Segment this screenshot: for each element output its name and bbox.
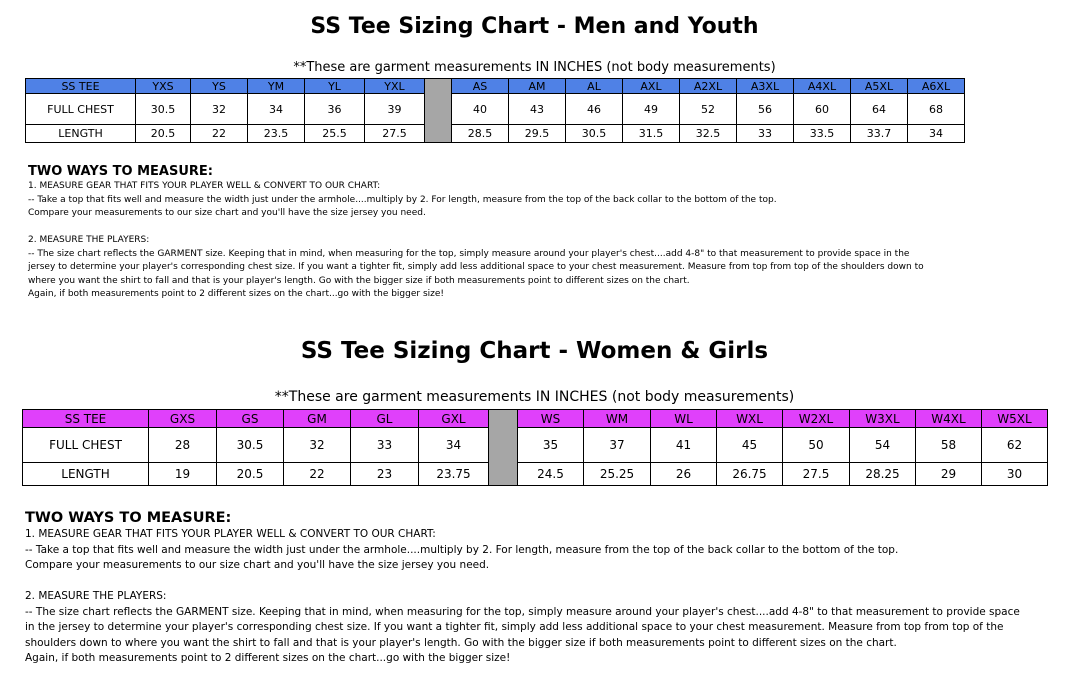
- men-chart-title: SS Tee Sizing Chart - Men and Youth: [310, 14, 759, 39]
- measurement-cell: 41: [651, 428, 717, 463]
- measurement-cell: 68: [908, 94, 965, 125]
- instruction-line: 1. MEASURE GEAR THAT FITS YOUR PLAYER WELL & CONVERT TO OUR CHART:: [28, 181, 381, 191]
- measurement-cell: 20.5: [136, 125, 191, 143]
- measurement-cell: 49: [623, 94, 680, 125]
- measurement-cell: 23.75: [419, 463, 489, 486]
- size-header-cell: GL: [351, 410, 419, 428]
- size-gap-cell: [425, 79, 452, 143]
- measurement-cell: 23: [351, 463, 419, 486]
- women-chart-title: SS Tee Sizing Chart - Women & Girls: [300, 338, 769, 364]
- size-header-cell: YM: [248, 79, 305, 94]
- women-measure-instructions: [25, 509, 1020, 667]
- measurement-cell: 33.7: [851, 125, 908, 143]
- row-label-cell: FULL CHEST: [26, 94, 136, 125]
- measurement-cell: 39: [365, 94, 425, 125]
- men-measure-instructions: [28, 164, 924, 302]
- row-label-cell: LENGTH: [26, 125, 136, 143]
- measurement-cell: 60: [794, 94, 851, 125]
- size-header-cell: YXS: [136, 79, 191, 94]
- size-header-cell: WM: [584, 410, 651, 428]
- size-gap-cell: [489, 410, 518, 486]
- size-header-cell: A3XL: [737, 79, 794, 94]
- measurement-cell: 35: [518, 428, 584, 463]
- size-header-cell: YS: [191, 79, 248, 94]
- instruction-line: 2. MEASURE THE PLAYERS:: [25, 590, 167, 602]
- size-header-cell: GXS: [149, 410, 217, 428]
- instruction-line: jersey to determine your player's corresponding chest size. If you want a tighter fit, simply add less additional space to your chest measurement. Measure from top from top of the shoulders down to: [28, 262, 924, 272]
- instruction-line: 1. MEASURE GEAR THAT FITS YOUR PLAYER WELL & CONVERT TO OUR CHART:: [25, 528, 436, 540]
- instruction-line: [28, 221, 924, 235]
- size-header-cell: GXL: [419, 410, 489, 428]
- measurement-cell: 28: [149, 428, 217, 463]
- measurement-cell: 34: [248, 94, 305, 125]
- size-header-cell: W3XL: [850, 410, 916, 428]
- measurement-cell: 45: [717, 428, 783, 463]
- size-header-cell: AL: [566, 79, 623, 94]
- measurement-cell: 40: [452, 94, 509, 125]
- measurement-cell: 27.5: [783, 463, 850, 486]
- measurement-cell: 30.5: [217, 428, 284, 463]
- size-header-cell: AM: [509, 79, 566, 94]
- measurement-cell: 25.25: [584, 463, 651, 486]
- instruction-line: in the jersey to determine your player's corresponding chest size. If you want a tighter fit, simply add less additional space to your chest measurement. Measure from top from top of the: [25, 621, 1004, 633]
- size-header-cell: YXL: [365, 79, 425, 94]
- size-header-cell: WXL: [717, 410, 783, 428]
- size-header-cell: W5XL: [982, 410, 1048, 428]
- measurement-cell: 43: [509, 94, 566, 125]
- measurement-cell: 26: [651, 463, 717, 486]
- women-chart-subtitle: **These are garment measurements IN INCHES (not body measurements): [274, 389, 795, 405]
- table-row: [23, 463, 1048, 486]
- measurement-cell: 22: [191, 125, 248, 143]
- measurement-cell: 36: [305, 94, 365, 125]
- row-label-cell: FULL CHEST: [23, 428, 149, 463]
- size-header-cell: AXL: [623, 79, 680, 94]
- women-measure-heading: TWO WAYS TO MEASURE:: [25, 510, 232, 526]
- size-header-cell: W2XL: [783, 410, 850, 428]
- size-header-cell: A2XL: [680, 79, 737, 94]
- measurement-cell: 20.5: [217, 463, 284, 486]
- men-size-table: [25, 78, 965, 143]
- size-header-cell: A5XL: [851, 79, 908, 94]
- measurement-cell: 29.5: [509, 125, 566, 143]
- measurement-cell: 52: [680, 94, 737, 125]
- measurement-cell: 33.5: [794, 125, 851, 143]
- measurement-cell: 23.5: [248, 125, 305, 143]
- size-header-cell: GS: [217, 410, 284, 428]
- men-header-row: [26, 79, 965, 94]
- measurement-cell: 19: [149, 463, 217, 486]
- measurement-cell: 64: [851, 94, 908, 125]
- measurement-cell: 62: [982, 428, 1048, 463]
- instruction-line: -- Take a top that fits well and measure the width just under the armhole....multiply by 2. For length, measure from the top of the back collar to the bottom of the top.: [25, 543, 899, 556]
- measurement-cell: 26.75: [717, 463, 783, 486]
- measurement-cell: 30.5: [136, 94, 191, 125]
- measurement-cell: 58: [916, 428, 982, 463]
- size-header-cell: YL: [305, 79, 365, 94]
- measurement-cell: 31.5: [623, 125, 680, 143]
- measurement-cell: 28.25: [850, 463, 916, 486]
- instruction-line: 2. MEASURE THE PLAYERS:: [28, 235, 150, 245]
- measurement-cell: 32: [191, 94, 248, 125]
- size-header-cell: WL: [651, 410, 717, 428]
- measurement-cell: 54: [850, 428, 916, 463]
- table-row: [26, 125, 965, 143]
- size-header-cell: A6XL: [908, 79, 965, 94]
- measurement-cell: 29: [916, 463, 982, 486]
- size-header-cell: AS: [452, 79, 509, 94]
- instruction-line: Again, if both measurements point to 2 different sizes on the chart...go with the bigger size!: [28, 289, 445, 299]
- measurement-cell: 37: [584, 428, 651, 463]
- row-label-cell: LENGTH: [23, 463, 149, 486]
- measurement-cell: 22: [284, 463, 351, 486]
- instruction-line: where you want the shirt to fall and that is your player's length. Go with the bigger size if both measurements point to different sizes on the chart.: [28, 275, 690, 286]
- measurement-cell: 34: [908, 125, 965, 143]
- measurement-cell: 27.5: [365, 125, 425, 143]
- measurement-cell: 28.5: [452, 125, 509, 143]
- men-chart-subtitle: **These are garment measurements IN INCHES (not body measurements): [293, 60, 776, 75]
- size-header-cell: GM: [284, 410, 351, 428]
- measurement-cell: 32: [284, 428, 351, 463]
- instruction-line: [25, 574, 1020, 590]
- instruction-line: Compare your measurements to our size chart and you'll have the size jersey you need.: [25, 559, 490, 571]
- women-header-row: [23, 410, 1048, 428]
- instruction-line: -- The size chart reflects the GARMENT size. Keeping that in mind, when measuring for the top, simply measure around your player's chest....add 4-8" to that measurement to provide space in the: [28, 248, 910, 259]
- size-header-cell: A4XL: [794, 79, 851, 94]
- size-header-cell: WS: [518, 410, 584, 428]
- measurement-cell: 46: [566, 94, 623, 125]
- measurement-cell: 33: [351, 428, 419, 463]
- instruction-line: -- The size chart reflects the GARMENT size. Keeping that in mind, when measuring for the top, simply measure around your player's chest....add 4-8" to that measurement to provide space: [25, 605, 1020, 618]
- measurement-cell: 30: [982, 463, 1048, 486]
- measurement-cell: 50: [783, 428, 850, 463]
- measurement-cell: 34: [419, 428, 489, 463]
- measurement-cell: 56: [737, 94, 794, 125]
- measurement-cell: 25.5: [305, 125, 365, 143]
- size-header-cell: SS TEE: [26, 79, 136, 94]
- instruction-line: Compare your measurements to our size chart and you'll have the size jersey you need.: [28, 208, 426, 218]
- table-row: [26, 94, 965, 125]
- table-row: [23, 428, 1048, 463]
- size-header-cell: SS TEE: [23, 410, 149, 428]
- instruction-line: shoulders down to where you want the shirt to fall and that is your player's length. Go with the bigger size if both measurements point to different sizes on the chart.: [25, 636, 897, 649]
- measurement-cell: 32.5: [680, 125, 737, 143]
- measurement-cell: 33: [737, 125, 794, 143]
- men-measure-heading: TWO WAYS TO MEASURE:: [28, 164, 213, 179]
- size-header-cell: W4XL: [916, 410, 982, 428]
- women-size-table: [22, 409, 1048, 486]
- measurement-cell: 24.5: [518, 463, 584, 486]
- instruction-line: Again, if both measurements point to 2 different sizes on the chart...go with the bigger size!: [25, 652, 511, 664]
- measurement-cell: 30.5: [566, 125, 623, 143]
- instruction-line: -- Take a top that fits well and measure the width just under the armhole....multiply by 2. For length, measure from the top of the back collar to the bottom of the top.: [28, 194, 777, 205]
